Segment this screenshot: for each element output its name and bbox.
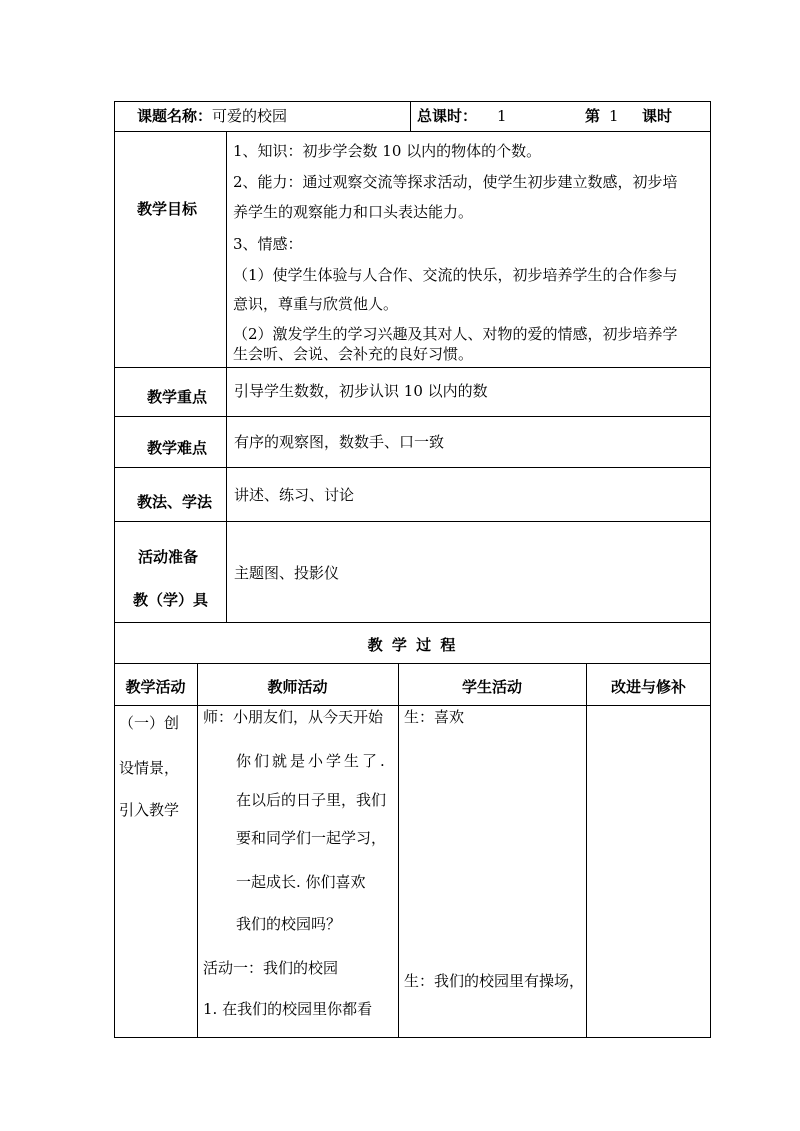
objectives-line: 1、知识：初步学会数 10 以内的物体的个数。 xyxy=(233,142,542,160)
activity-line: 设情景， xyxy=(119,759,180,777)
column-divider xyxy=(410,101,411,132)
column-header-student: 学生活动 xyxy=(461,678,522,696)
total-hours-label: 总课时： xyxy=(417,107,478,125)
row-divider xyxy=(114,416,711,417)
activity-line: （一）创 xyxy=(119,714,180,732)
preparation-text: 主题图、投影仪 xyxy=(234,564,340,582)
teacher-line: 师：小朋友们，从今天开始 xyxy=(203,708,384,726)
objectives-line: 意识，尊重与欣赏他人。 xyxy=(233,295,399,313)
activity-line: 引入教学 xyxy=(119,801,180,819)
teacher-line: 一起成长. 你们喜欢 xyxy=(236,873,366,891)
teacher-line: 在以后的日子里，我们 xyxy=(236,791,387,809)
column-divider xyxy=(197,663,198,1038)
objectives-line: 养学生的观察能力和口头表达能力。 xyxy=(233,203,474,221)
teacher-line: 活动一：我们的校园 xyxy=(203,959,339,977)
teacher-line: 1. 在我们的校园里你都看 xyxy=(203,1000,373,1018)
difficulties-label: 教学难点 xyxy=(147,439,208,457)
key-points-label: 教学重点 xyxy=(147,388,208,406)
course-name-row xyxy=(137,106,287,126)
objectives-line: （1）使学生体验与人合作、交流的快乐，初步培养学生的合作参与 xyxy=(233,266,678,284)
difficulties-text: 有序的观察图，数数手、口一致 xyxy=(234,433,445,451)
objectives-label: 教学目标 xyxy=(137,200,198,218)
lesson-number-suffix: 课时 xyxy=(642,107,673,125)
objectives-line: （2）激发学生的学习兴趣及其对人、对物的爱的情感，初步培养学 xyxy=(233,325,678,343)
preparation-label-line1: 活动准备 xyxy=(138,548,199,566)
student-line: 生：喜欢 xyxy=(404,708,465,726)
row-divider xyxy=(114,131,711,132)
key-points-text: 引导学生数数，初步认识 10 以内的数 xyxy=(234,382,488,400)
course-name-value: 可爱的校园 xyxy=(212,107,288,125)
objectives-line: 生会听、会说、会补充的良好习惯。 xyxy=(233,345,474,363)
teacher-line: 要和同学们一起学习， xyxy=(236,829,387,847)
row-divider xyxy=(114,367,711,368)
column-divider xyxy=(398,663,399,1038)
row-divider xyxy=(114,622,711,623)
teacher-line: 你们就是小学生了. xyxy=(236,752,388,770)
objectives-line: 2、能力：通过观察交流等探求活动，使学生初步建立数感，初步培 xyxy=(233,173,678,191)
column-divider xyxy=(226,131,227,623)
methods-text: 讲述、练习、讨论 xyxy=(234,486,355,504)
lesson-number-prefix: 第 xyxy=(585,107,601,125)
objectives-line: 3、情感： xyxy=(233,235,303,253)
methods-label: 教法、学法 xyxy=(137,493,213,511)
course-name-label: 课题名称： xyxy=(137,107,213,125)
lesson-number-value: 1 xyxy=(609,107,619,125)
student-line: 生：我们的校园里有操场， xyxy=(404,972,585,990)
preparation-label-line2: 教（学）具 xyxy=(133,591,209,609)
revision-cell xyxy=(587,706,710,1037)
process-title: 教 学 过 程 xyxy=(367,636,458,654)
teacher-line: 我们的校园吗？ xyxy=(236,915,342,933)
total-hours-value: 1 xyxy=(497,107,507,125)
row-divider xyxy=(114,467,711,468)
row-divider xyxy=(114,663,711,664)
column-header-revision: 改进与修补 xyxy=(610,678,686,696)
column-header-activity: 教学活动 xyxy=(125,678,186,696)
column-header-teacher: 教师活动 xyxy=(267,678,328,696)
row-divider xyxy=(114,521,711,522)
